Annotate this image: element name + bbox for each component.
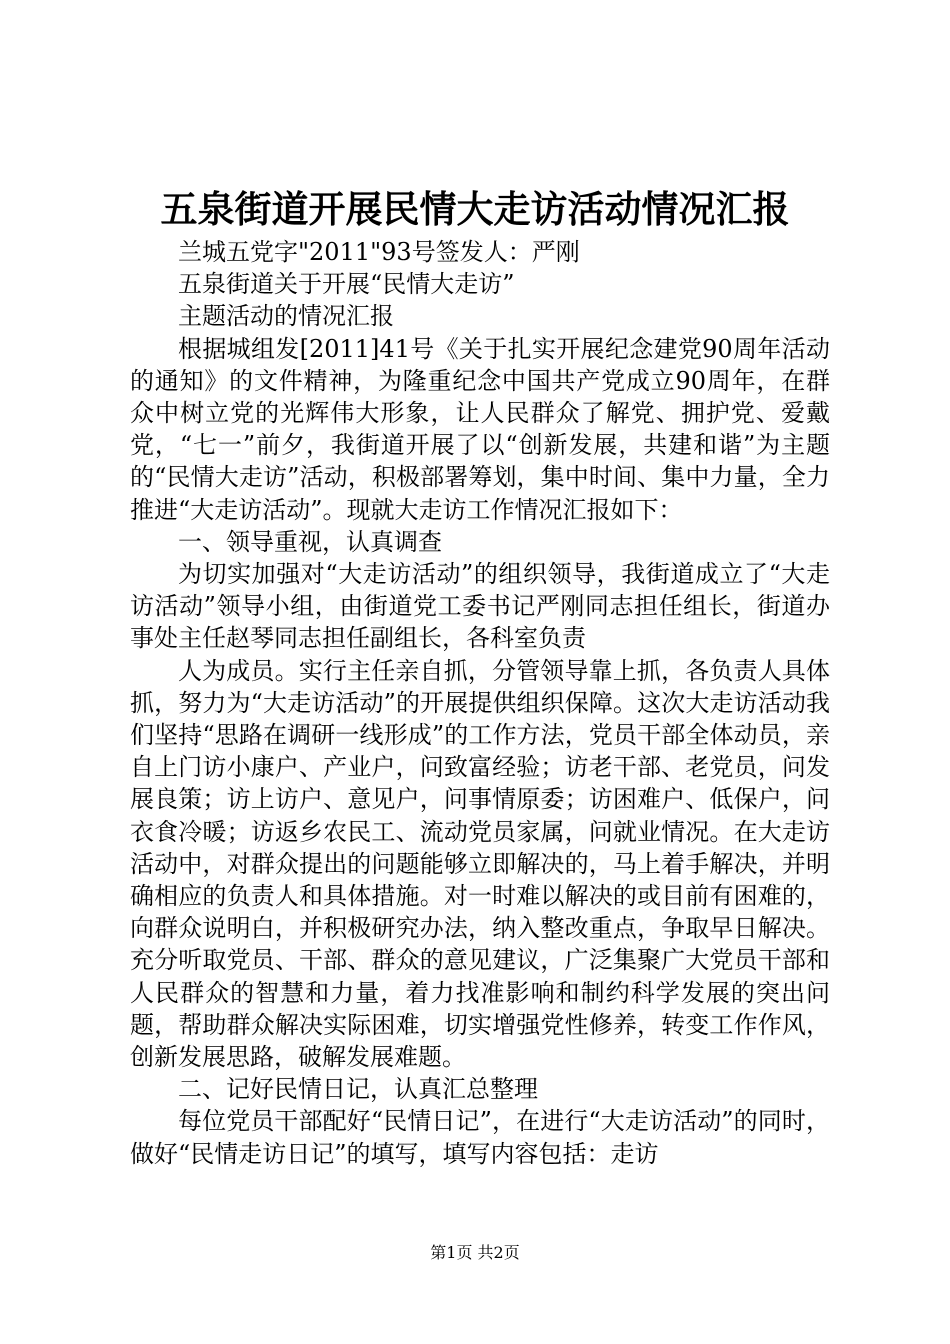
document-title: 五泉街道开展民情大走访活动情况汇报 bbox=[160, 187, 790, 231]
paragraph-heading-line-1: 五泉街道关于开展“民情大走访” bbox=[178, 270, 515, 299]
paragraph-intro: 根据城组发[2011]41号《关于扎实开展纪念建党90周年活动的通知》的文件精神，为隆重纪念中国共产党成立90周年，在群众中树立党的光辉伟大形象，让人民群众了解党、拥护党、爱戴党，“七一”前夕，我街道开展了以“创新发展，共建和谐”为主题的“民情大走访”活动，积极部署筹划，集中时间、集中力量，全力推进“大走访活动”。现就大走访工作情况汇报如下： bbox=[130, 334, 830, 524]
paragraph-section-1b: 人为成员。实行主任亲自抓，分管领导靠上抓，各负责人具体抓，努力为“大走访活动”的开展提供组织保障。这次大走访活动我们坚持“思路在调研一线形成”的工作方法，党员干部全体动员，亲自上门访小康户、产业户，问致富经验；访老干部、老党员，问发展良策；访上访户、意见户，问事情原委；访困难户、低保户，问衣食冷暖；访返乡农民工、流动党员家属，问就业情况。在大走访活动中，对群众提出的问题能够立即解决的，马上着手解决，并明确相应的负责人和具体措施。对一时难以解决的或目前有困难的，向群众说明白，并积极研究办法，纳入整改重点，争取早日解决。充分听取党员、干部、群众的意见建议，广泛集聚广大党员干部和人民群众的智慧和力量，着力找准影响和制约科学发展的突出问题，帮助群众解决实际困难，切实增强党性修养，转变工作作风，创新发展思路，破解发展难题。 bbox=[130, 656, 830, 1072]
document-body bbox=[130, 236, 830, 1170]
section-heading-1: 一、领导重视，认真调查 bbox=[178, 527, 442, 556]
paragraph-section-1a: 为切实加强对“大走访活动”的组织领导，我街道成立了“大走访活动”领导小组，由街道党工委书记严刚同志担任组长，街道办事处主任赵琴同志担任副组长，各科室负责 bbox=[130, 560, 830, 653]
paragraph-heading-line-2: 主题活动的情况汇报 bbox=[178, 302, 394, 331]
paragraph-section-2: 每位党员干部配好“民情日记”，在进行“大走访活动”的同时，做好“民情走访日记”的填写，填写内容包括：走访 bbox=[130, 1107, 830, 1168]
paragraph-doc-number: 兰城五党字"2011"93号签发人：严刚 bbox=[178, 238, 580, 266]
section-heading-2: 二、记好民情日记，认真汇总整理 bbox=[178, 1075, 538, 1104]
page-footer: 第1页 共2页 bbox=[430, 1243, 520, 1262]
